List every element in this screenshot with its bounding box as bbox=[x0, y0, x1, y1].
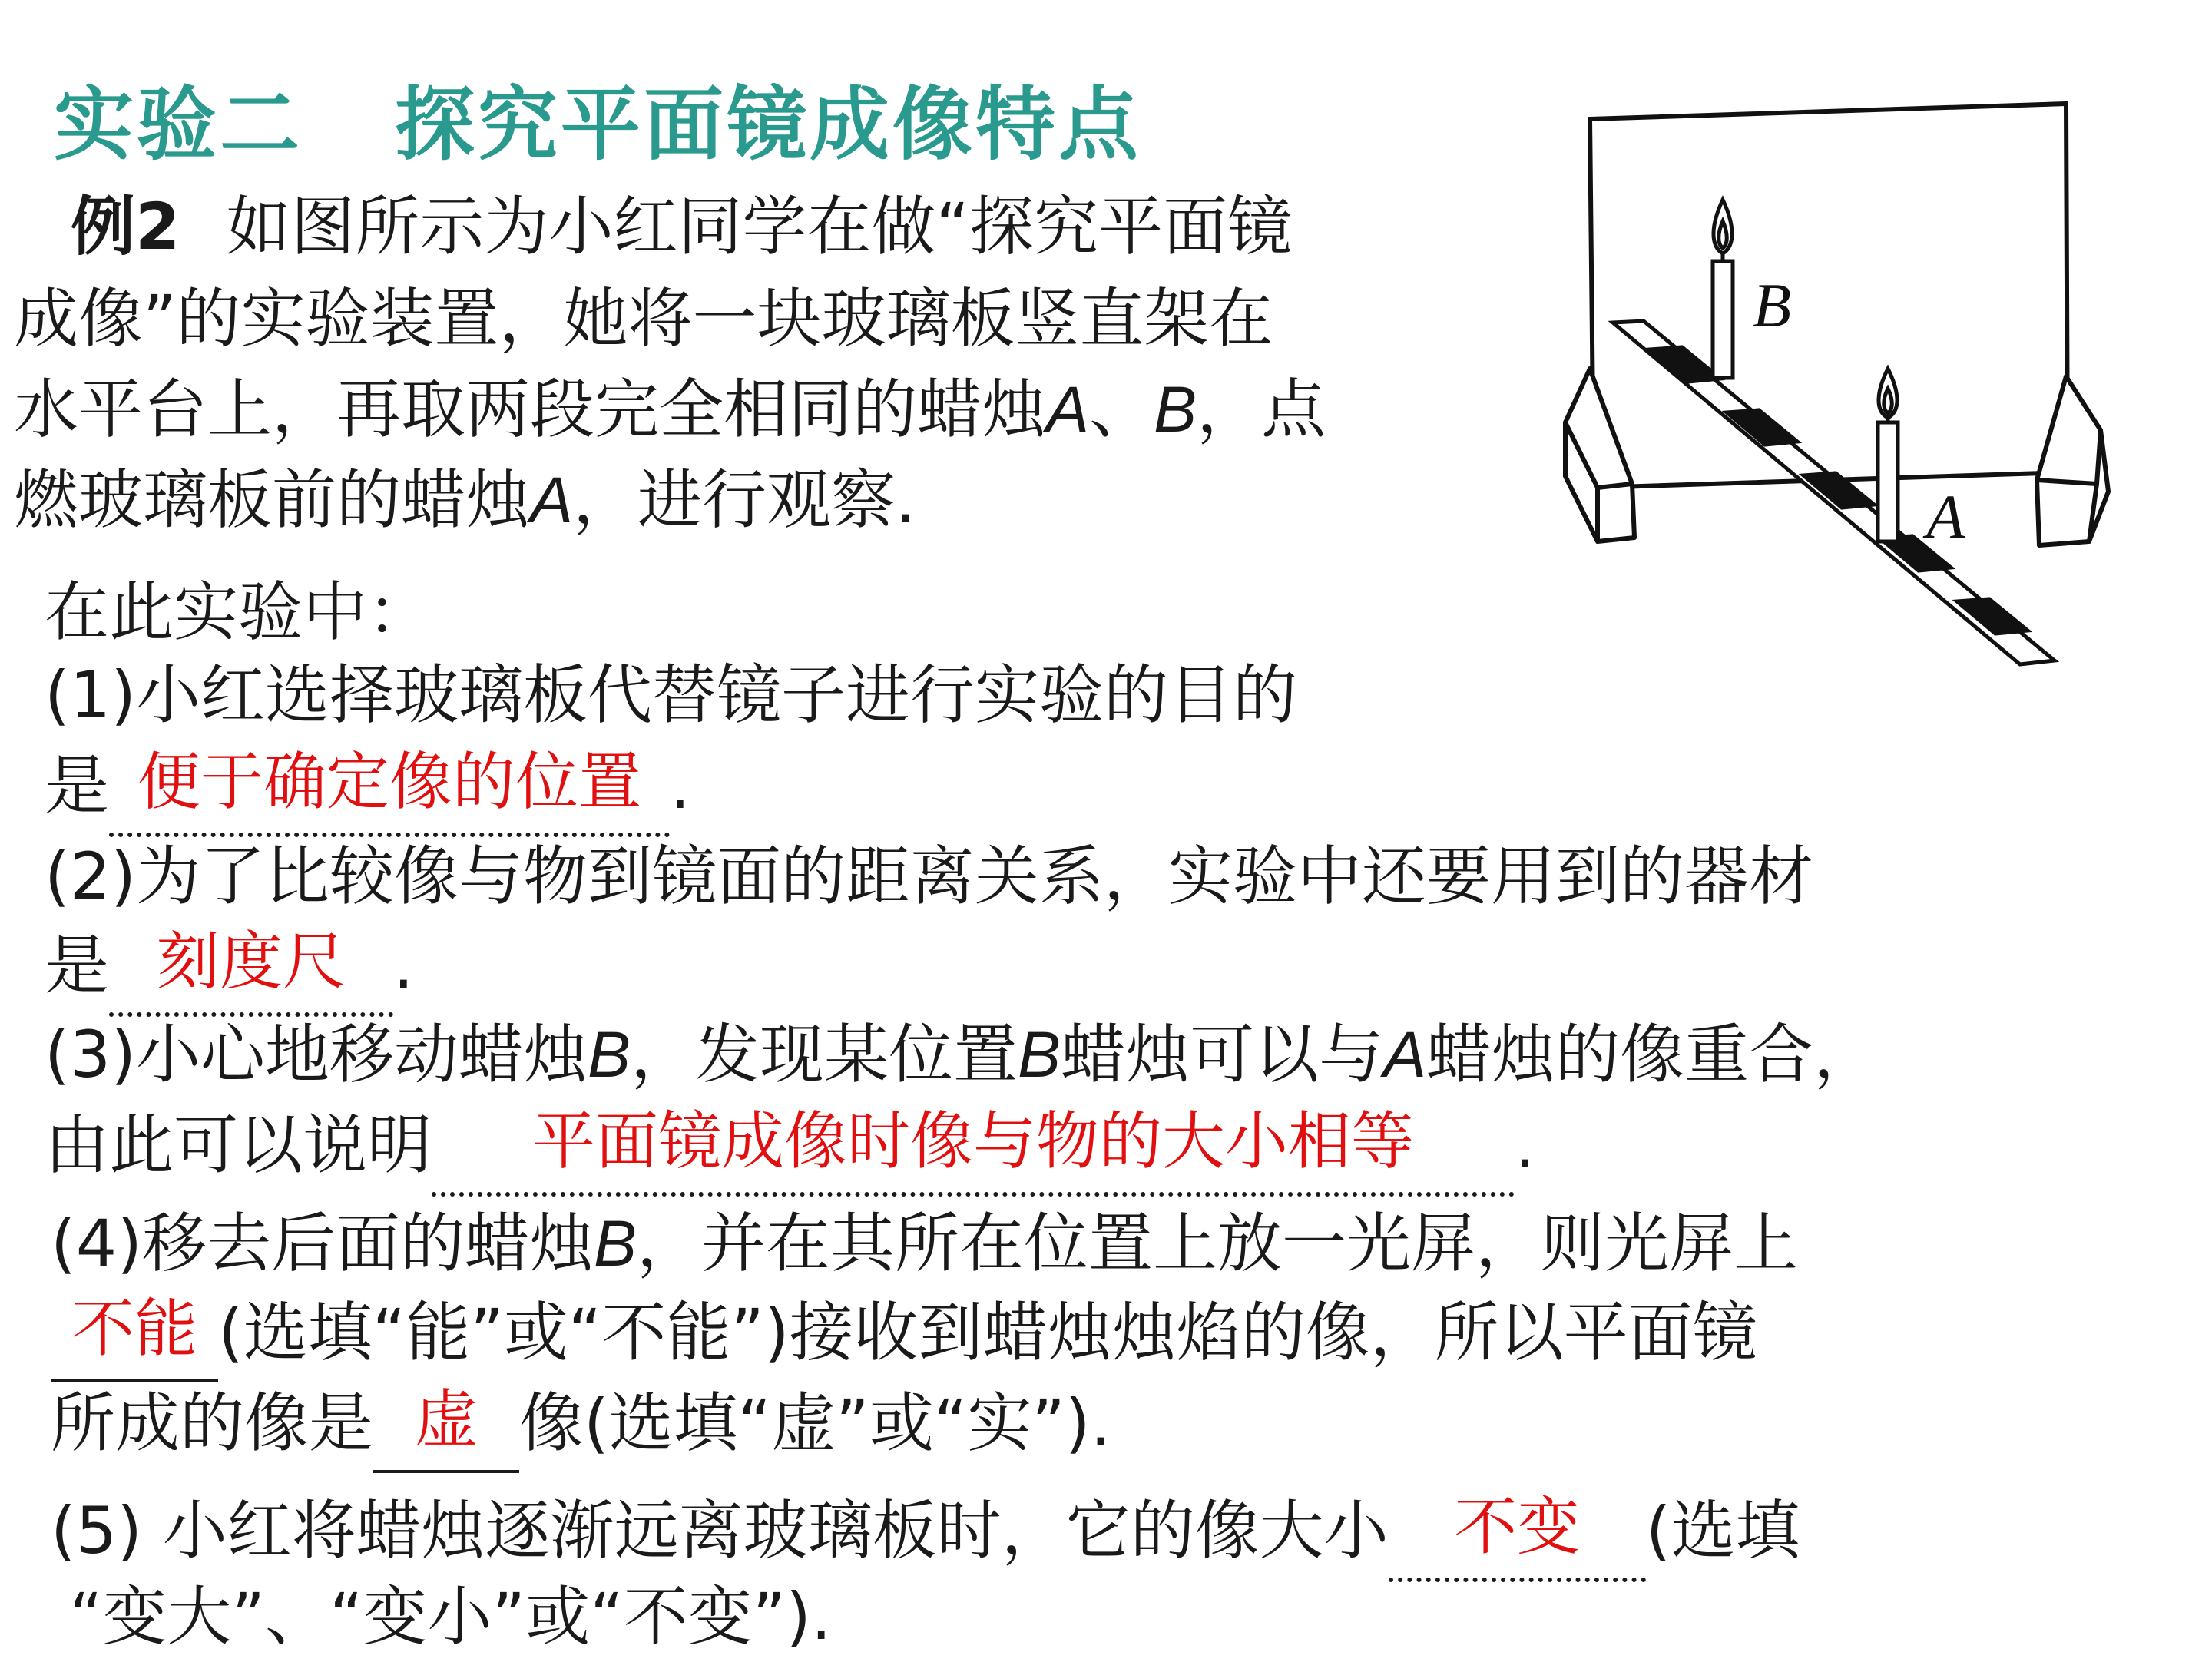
answer-2: 刻度尺 bbox=[157, 925, 346, 998]
question-4: (4)移去后面的蜡烛B，并在其所在位置上放一光屏，则光屏上 bbox=[51, 1206, 1799, 1281]
answer-blank-4a[interactable] bbox=[51, 1287, 218, 1382]
answer-4a: 不能 bbox=[71, 1293, 197, 1366]
answer-blank-4b[interactable] bbox=[373, 1378, 519, 1473]
example-label: 例2 bbox=[71, 189, 180, 264]
answer-blank-3[interactable] bbox=[432, 1100, 1515, 1197]
candle-b bbox=[1713, 200, 1733, 378]
answer-blank-5[interactable] bbox=[1389, 1485, 1646, 1582]
answer-3: 平面镜成像时像与物的大小相等 bbox=[532, 1105, 1415, 1178]
answer-blank-2[interactable] bbox=[109, 920, 393, 1017]
section-number: 实验二 bbox=[54, 78, 303, 171]
question-5: (5) 小红将蜡烛逐渐远离玻璃板时，它的像大小 不变 (选填 bbox=[51, 1485, 1800, 1582]
glass-plate bbox=[1590, 104, 2068, 488]
intro-text: 在此实验中： bbox=[45, 574, 432, 650]
question-3-answer-line: 由此可以说明 平面镜成像时像与物的大小相等 . bbox=[45, 1100, 1535, 1197]
experiment-figure bbox=[1559, 92, 2128, 691]
answer-1: 便于确定像的位置 bbox=[137, 746, 642, 819]
question-2-answer-line: 是 刻度尺 . bbox=[45, 920, 414, 1017]
answer-4b: 虚 bbox=[415, 1383, 478, 1456]
section-title bbox=[54, 60, 1141, 175]
question-2: (2)为了比较像与物到镜面的距离关系，实验中还要用到的器材 bbox=[45, 839, 1813, 914]
question-3: (3)小心地移动蜡烛B，发现某位置B蜡烛可以与A蜡烛的像重合， bbox=[45, 1017, 1879, 1092]
example-line-3: 水平台上，再取两段完全相同的蜡烛A、B，点 bbox=[14, 372, 1326, 447]
figure-label-a: A bbox=[1926, 482, 1965, 551]
question-4-line-3: 所成的像是 虚 像(选填“虚”或“实”). bbox=[51, 1378, 1111, 1473]
example-line-2: 成像”的实验装置，她将一块玻璃板竖直架在 bbox=[14, 281, 1273, 356]
answer-blank-1[interactable] bbox=[109, 740, 670, 837]
example-line-1: 例2 如图所示为小红同学在做“探究平面镜 bbox=[71, 189, 1292, 264]
candle-a bbox=[1878, 369, 1898, 541]
question-5-line-2: “变大”、“变小”或“不变”). bbox=[69, 1579, 832, 1654]
question-1-answer-line: 是 便于确定像的位置 . bbox=[45, 740, 690, 837]
section-topic: 探究平面镜成像特点 bbox=[395, 78, 1142, 171]
question-1: (1)小红选择玻璃板代替镜子进行实验的目的 bbox=[45, 657, 1297, 733]
example-line-4: 燃玻璃板前的蜡烛A，进行观察. bbox=[14, 462, 916, 538]
question-4-line-2: 不能 (选填“能”或“不能”)接收到蜡烛烛焰的像，所以平面镜 bbox=[51, 1287, 1757, 1382]
answer-5: 不变 bbox=[1454, 1491, 1581, 1564]
figure-label-b: B bbox=[1753, 270, 1792, 340]
